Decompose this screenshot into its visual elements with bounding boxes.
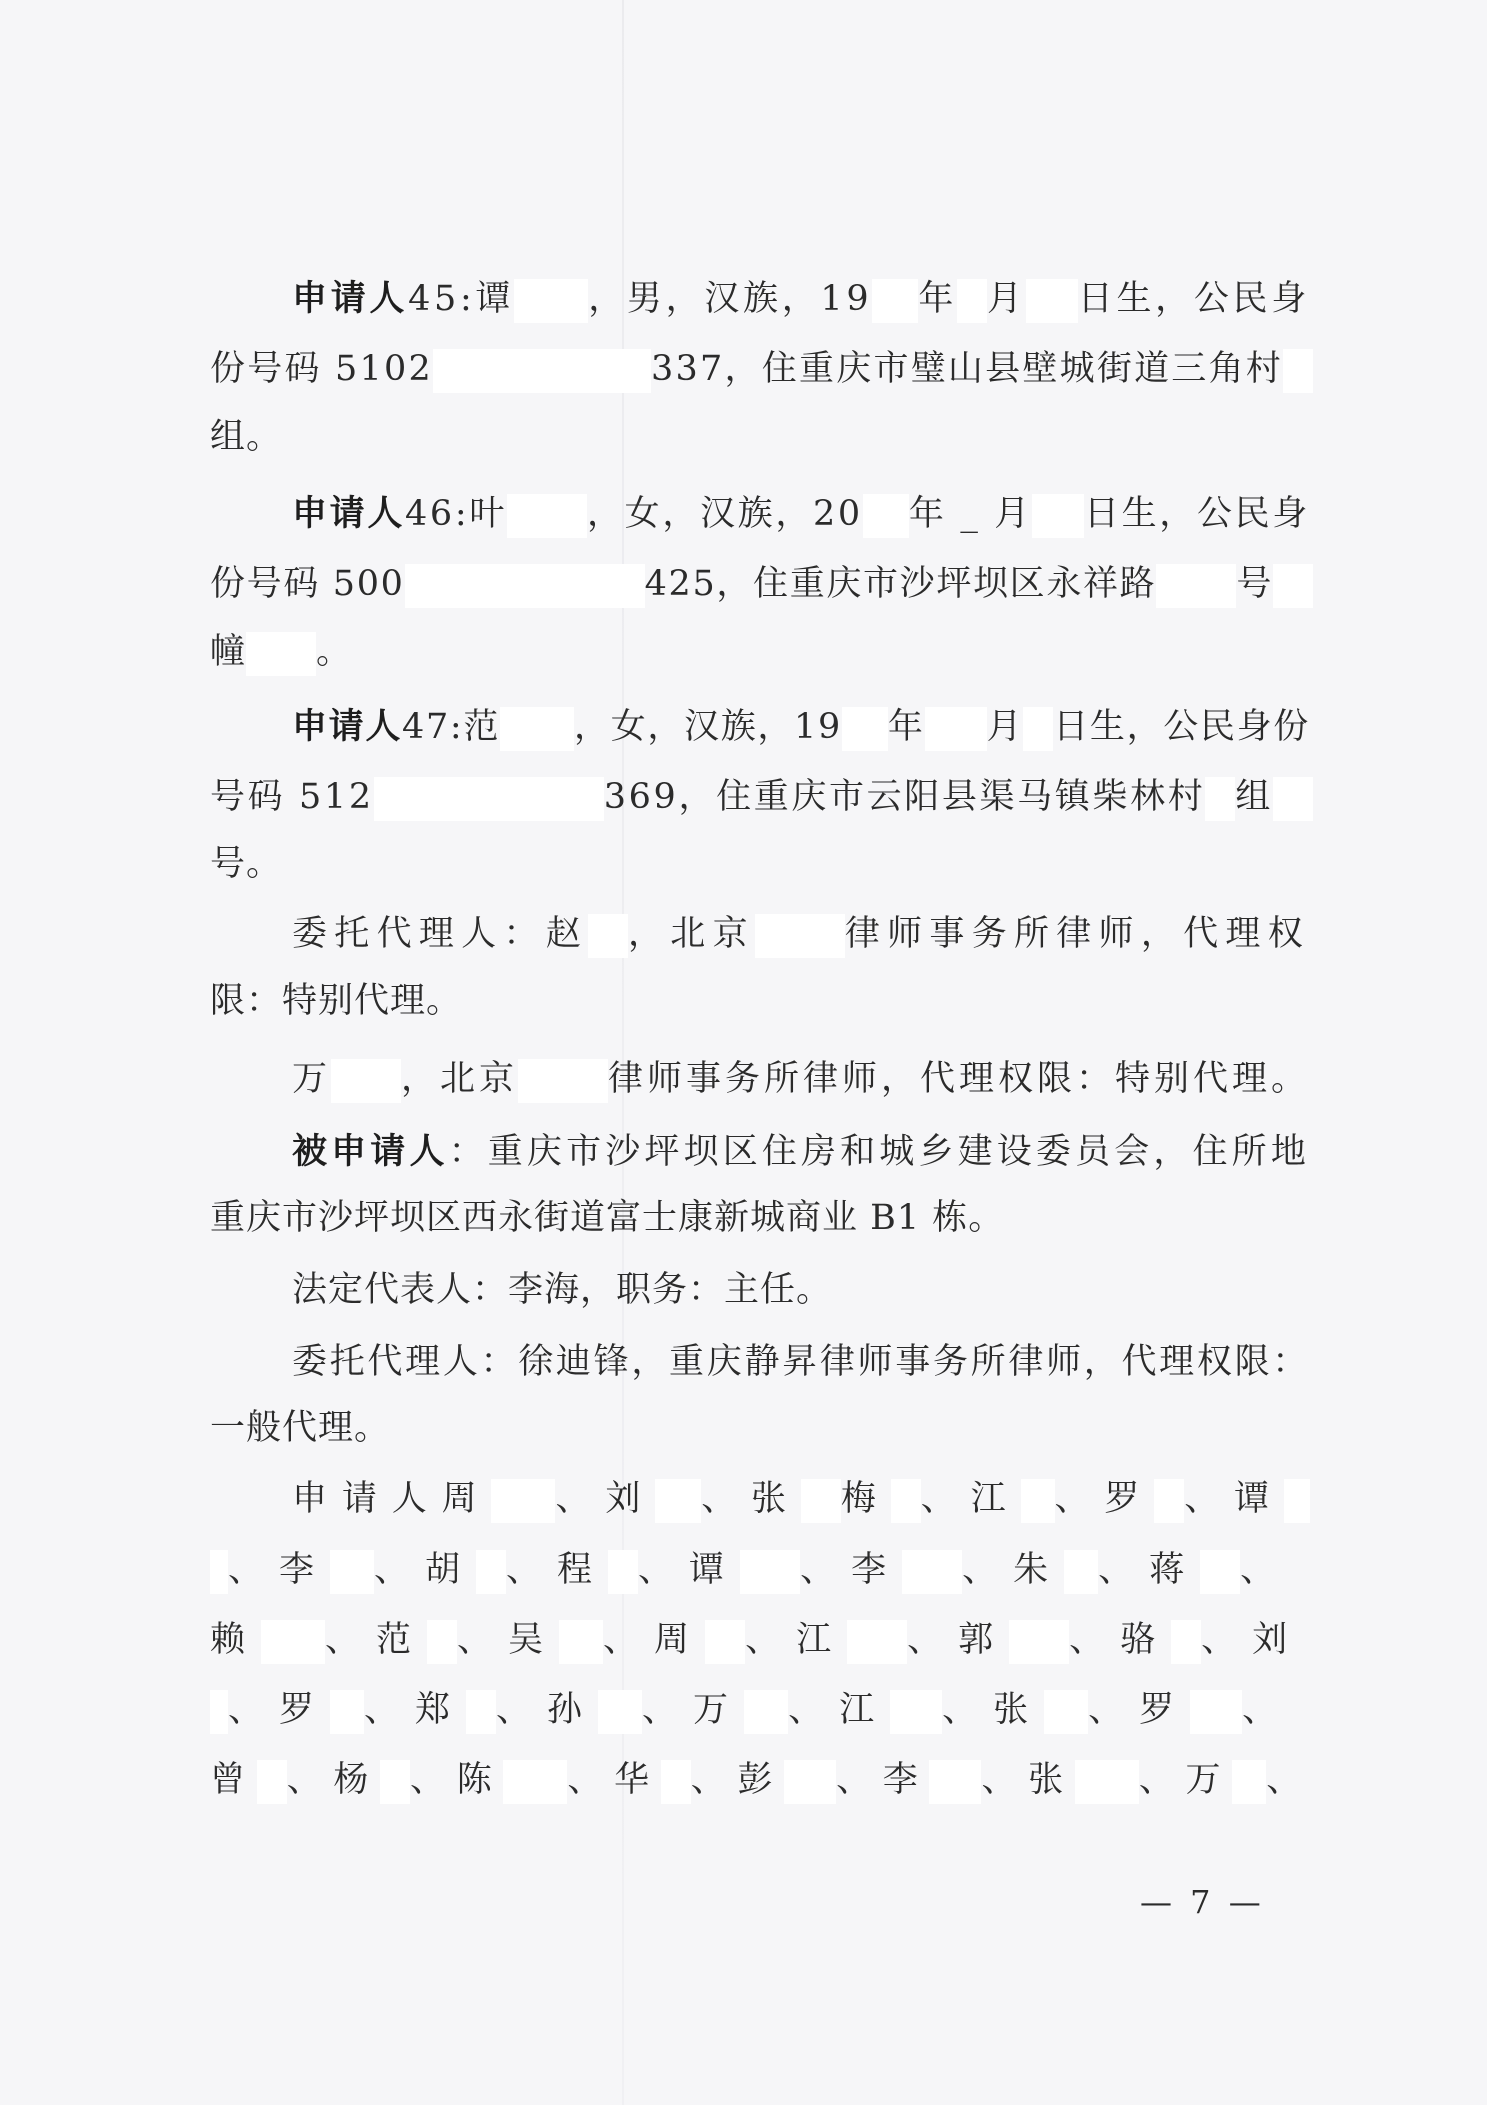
- text-line: [292, 703, 1310, 751]
- text-run: 、: [1266, 1760, 1313, 1800]
- text-line: [210, 560, 1313, 608]
- text-line: [210, 1194, 1004, 1242]
- text-run: 47:范: [402, 707, 501, 747]
- redaction-box: [1009, 1620, 1069, 1664]
- redaction-box: [476, 1550, 506, 1594]
- text-line: [210, 773, 1313, 821]
- redaction-box: [1023, 707, 1053, 751]
- text-run: 、罗: [1088, 1690, 1191, 1730]
- text-run: 46:叶: [405, 494, 507, 534]
- text-line: [292, 1338, 1310, 1386]
- text-run: 、周: [603, 1620, 706, 1660]
- redaction-box: [491, 1479, 555, 1523]
- redaction-box: [1044, 1690, 1088, 1734]
- text-run: 、郭: [907, 1620, 1010, 1660]
- text-run: 、罗: [228, 1690, 331, 1730]
- text-run: 日生，公民身: [1083, 494, 1310, 534]
- redaction-box: [1200, 1550, 1240, 1594]
- text-run: 、朱: [962, 1550, 1065, 1590]
- text-run: 、郑: [364, 1690, 467, 1730]
- text-line: [210, 1756, 1313, 1804]
- text-run: 、张: [981, 1760, 1075, 1800]
- redaction-box: [210, 1550, 228, 1594]
- redaction-box: [405, 564, 645, 608]
- bold-heading-text: 被申请人: [292, 1132, 449, 1172]
- text-run: 、陈: [410, 1760, 504, 1800]
- text-run: 369，住重庆市云阳县渠马镇柴林村: [603, 777, 1206, 817]
- redaction-box: [925, 707, 987, 751]
- redaction-box: [655, 1479, 701, 1523]
- text-run: 、孙: [496, 1690, 599, 1730]
- redaction-box: [1284, 1479, 1310, 1523]
- redaction-box: [330, 1550, 374, 1594]
- text-run: 赖: [210, 1620, 262, 1660]
- redaction-box: [744, 1690, 788, 1734]
- redaction-box: [1171, 1620, 1201, 1664]
- text-run: 、万: [642, 1690, 745, 1730]
- text-run: 份号码 5102: [210, 349, 434, 389]
- text-run: 、杨: [286, 1760, 381, 1800]
- redaction-box: [740, 1550, 800, 1594]
- redaction-box: [500, 707, 574, 751]
- text-run: 、胡: [374, 1550, 477, 1590]
- text-run: 45:谭: [408, 279, 515, 319]
- redaction-box: [503, 1760, 567, 1804]
- text-run: 、李: [836, 1760, 930, 1800]
- text-run: 、张: [701, 1479, 801, 1519]
- text-run: 、江: [920, 1479, 1021, 1519]
- text-line: [210, 628, 352, 676]
- redaction-box: [559, 1620, 603, 1664]
- redaction-box: [1021, 1479, 1055, 1523]
- redaction-box: [518, 1059, 608, 1103]
- redaction-box: [261, 1620, 325, 1664]
- redaction-box: [1273, 564, 1313, 608]
- redaction-box: [929, 1760, 981, 1804]
- text-run: 、彭: [690, 1760, 785, 1800]
- text-line: [292, 490, 1310, 538]
- redaction-box: [427, 1620, 457, 1664]
- text-run: 一般代理。: [210, 1408, 391, 1448]
- redaction-box: [957, 279, 987, 323]
- redaction-box: [872, 279, 918, 323]
- redaction-box: [705, 1620, 745, 1664]
- text-run: 年: [918, 279, 958, 319]
- text-run: 限：特别代理。: [210, 981, 463, 1021]
- text-run: 律师事务所律师，代理权: [844, 914, 1310, 954]
- redaction-box: [891, 1479, 921, 1523]
- redaction-box: [890, 1690, 942, 1734]
- text-run: 425，住重庆市沙坪坝区永祥路: [644, 564, 1157, 604]
- text-line: [210, 1616, 1303, 1664]
- text-run: 、蒋: [1098, 1550, 1201, 1590]
- bold-heading-text: 申请人: [292, 707, 403, 747]
- text-run: 、张: [942, 1690, 1045, 1730]
- text-run: 、江: [788, 1690, 891, 1730]
- redaction-box: [847, 1620, 907, 1664]
- text-run: 年 _ 月: [908, 494, 1032, 534]
- text-run: 、刘: [1201, 1620, 1304, 1660]
- redaction-box: [1283, 349, 1313, 393]
- redaction-box: [330, 1690, 364, 1734]
- page-number: — 7 —: [1140, 1883, 1265, 1921]
- redaction-box: [1032, 494, 1084, 538]
- redaction-box: [433, 349, 651, 393]
- redaction-box: [246, 632, 316, 676]
- text-run: 、吴: [457, 1620, 560, 1660]
- redaction-box: [257, 1760, 287, 1804]
- text-run: ，男，汉族，19: [588, 279, 873, 319]
- bold-heading-text: 申请人: [292, 279, 409, 319]
- text-run: ，北京: [401, 1059, 518, 1099]
- text-run: 、华: [567, 1760, 661, 1800]
- redaction-box: [784, 1760, 836, 1804]
- text-run: ，女，汉族，20: [587, 494, 863, 534]
- text-run: 、: [1242, 1690, 1294, 1730]
- redaction-box: [1205, 777, 1235, 821]
- redaction-box: [210, 1690, 228, 1734]
- text-run: 、李: [228, 1550, 331, 1590]
- text-run: 曾: [210, 1760, 257, 1800]
- redaction-box: [331, 1059, 401, 1103]
- text-line: [210, 977, 462, 1025]
- text-line: [292, 1266, 832, 1314]
- text-run: 。: [316, 632, 353, 672]
- text-run: 万: [292, 1059, 331, 1099]
- text-run: 法定代表人：李海，职务：主任。: [292, 1270, 833, 1310]
- redaction-box: [1154, 1479, 1184, 1523]
- text-run: ，北京: [628, 914, 755, 954]
- text-run: 份号码 500: [210, 564, 405, 604]
- text-run: 、江: [745, 1620, 848, 1660]
- text-run: ，女，汉族，19: [574, 707, 842, 747]
- text-run: 、万: [1138, 1760, 1233, 1800]
- bold-heading-text: 申请人: [292, 494, 405, 534]
- text-run: 337，住重庆市璧山县壁城街道三角村: [651, 349, 1283, 389]
- redaction-box: [1156, 564, 1236, 608]
- redaction-box: [588, 914, 628, 958]
- text-line: [210, 1546, 1291, 1594]
- text-run: 、程: [506, 1550, 609, 1590]
- text-run: 委托代理人：徐迪锋，重庆静昇律师事务所律师，代理权限：: [292, 1342, 1310, 1382]
- redaction-box: [1026, 279, 1078, 323]
- text-run: 、刘: [555, 1479, 656, 1519]
- text-run: 、谭: [1184, 1479, 1284, 1519]
- text-run: 日生，公民身: [1077, 279, 1310, 319]
- redaction-box: [608, 1550, 638, 1594]
- text-run: 幢: [210, 632, 247, 672]
- text-run: 申请人周: [292, 1479, 492, 1519]
- text-run: 组。: [210, 417, 283, 457]
- text-line: [292, 1475, 1310, 1523]
- text-run: 号。: [210, 844, 283, 884]
- text-line: [210, 345, 1313, 393]
- text-line: [292, 910, 1310, 958]
- text-run: 年: [887, 707, 925, 747]
- redaction-box: [755, 914, 845, 958]
- text-run: 、范: [325, 1620, 428, 1660]
- redaction-box: [374, 777, 604, 821]
- text-run: 、李: [800, 1550, 903, 1590]
- text-run: 号码 512: [210, 777, 374, 817]
- redaction-box: [1273, 777, 1313, 821]
- text-run: 律师事务所律师，代理权限：特别代理。: [608, 1059, 1310, 1099]
- text-line: [210, 1404, 390, 1452]
- redaction-box: [1190, 1690, 1242, 1734]
- text-line: [292, 1128, 1310, 1176]
- redaction-box: [598, 1690, 642, 1734]
- redaction-box: [380, 1760, 410, 1804]
- redaction-box: [863, 494, 909, 538]
- redaction-box: [1232, 1760, 1266, 1804]
- text-line: [210, 840, 282, 888]
- text-run: 、谭: [638, 1550, 741, 1590]
- text-run: 、: [1240, 1550, 1292, 1590]
- redaction-box: [514, 279, 588, 323]
- text-run: 月: [986, 707, 1024, 747]
- text-run: 、罗: [1054, 1479, 1155, 1519]
- text-run: 月: [987, 279, 1026, 319]
- redaction-box: [801, 1479, 841, 1523]
- redaction-box: [507, 494, 587, 538]
- text-run: 委托代理人：赵: [292, 914, 588, 954]
- text-run: 梅: [840, 1479, 891, 1519]
- text-run: 、骆: [1069, 1620, 1172, 1660]
- text-line: [210, 1686, 1293, 1734]
- text-run: 号: [1236, 564, 1273, 604]
- redaction-box: [902, 1550, 962, 1594]
- text-run: 日生，公民身份: [1053, 707, 1310, 747]
- text-run: 组: [1235, 777, 1273, 817]
- text-line: [292, 1055, 1310, 1103]
- redaction-box: [842, 707, 888, 751]
- text-line: [292, 275, 1310, 323]
- text-run: ：重庆市沙坪坝区住房和城乡建设委员会，住所地: [448, 1132, 1310, 1172]
- redaction-box: [661, 1760, 691, 1804]
- text-line: [210, 413, 282, 461]
- redaction-box: [1064, 1550, 1098, 1594]
- redaction-box: [1075, 1760, 1139, 1804]
- text-run: 重庆市沙坪坝区西永街道富士康新城商业 B1 栋。: [210, 1198, 1005, 1238]
- redaction-box: [466, 1690, 496, 1734]
